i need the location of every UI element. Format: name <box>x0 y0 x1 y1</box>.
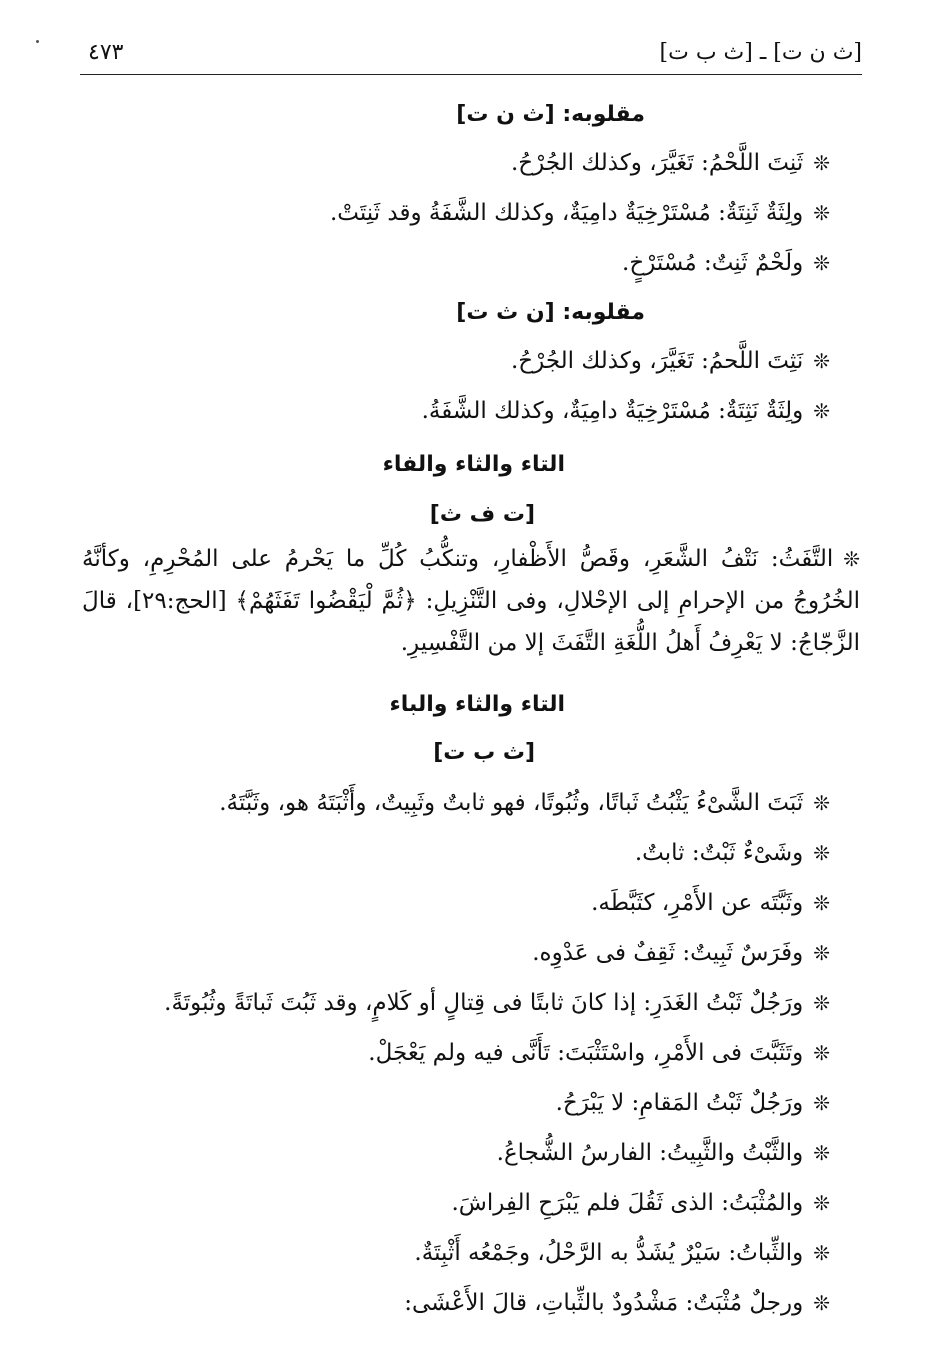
entry-text: ورجلٌ مُثْبَتٌ: مَشْدُودٌ بالثِّباتِ، قالَ الأَعْشَى: <box>404 1290 804 1316</box>
entry <box>511 148 830 178</box>
bullet: ❊ <box>813 251 830 275</box>
entry <box>497 1138 830 1168</box>
entry-text: ورَجُلٌ ثَبْتُ المَقامِ: لا يَبْرَحُ. <box>555 1090 804 1116</box>
entry-paragraph <box>82 538 860 664</box>
entry <box>164 988 830 1018</box>
root-heading: [ت ف ث] <box>429 502 535 527</box>
bullet: ❊ <box>813 1091 830 1115</box>
bullet: ❊ <box>813 151 830 175</box>
bullet: ❊ <box>813 891 830 915</box>
bullet: ❊ <box>813 1241 830 1265</box>
entry <box>532 938 830 968</box>
entry-text: وتَثَبَّتَ فى الأَمْرِ، واسْتَثْبَتَ: تَأَنَّى فيه ولم يَعْجَلْ. <box>368 1040 804 1066</box>
section-heading: مقلوبه: [ن ث ت] <box>456 300 645 325</box>
bullet: ❊ <box>813 941 830 965</box>
bullet: ❊ <box>813 201 830 225</box>
entry <box>622 248 830 278</box>
entry-text: نَثِتَ اللَّحمُ: تَغَيَّرَ، وكذلك الجُرْحُ. <box>510 348 804 374</box>
entry-text: ولَحْمٌ ثَنِتٌ: مُسْتَرْخٍ. <box>622 250 804 276</box>
root-heading: [ث ب ت] <box>433 740 535 765</box>
running-header <box>80 40 862 75</box>
entry-text: والثِّباتُ: سَيْرٌ يُشَدُّ به الرَّحْلُ، وجَمْعُه أَثْبِتَةٌ. <box>414 1240 804 1266</box>
entry <box>591 888 830 918</box>
entry <box>219 788 830 818</box>
bullet: ❊ <box>813 791 830 815</box>
bullet: ❊ <box>813 841 830 865</box>
section-heading: مقلوبه: [ث ن ت] <box>456 102 645 127</box>
entry-text: ولِثَةٌ نَثِتَةٌ: مُسْتَرْخِيَةٌ دامِيَةٌ، وكذلك الشَّفَةُ. <box>421 398 804 424</box>
entry-text: وفَرَسٌ ثَبِيتٌ: ثَقِفٌ فى عَدْوِه. <box>532 940 804 966</box>
bullet: ❊ <box>813 991 830 1015</box>
bullet: ❊ <box>813 1141 830 1165</box>
entry-text: ثَبَتَ الشَّىْءُ يَثْبُتُ ثَباتًا، وثُبُوتًا، فهو ثابتٌ وثَبِيتٌ، وأَثْبَتَهُ هو، وثَبَّتَهُ. <box>219 790 804 816</box>
entry <box>414 1238 830 1268</box>
bullet: ❊ <box>813 399 830 423</box>
entry <box>368 1038 830 1068</box>
entry-text: وثَبَّتَه عن الأَمْرِ، كثَبَّطَه. <box>591 890 804 916</box>
entry-text: والمُثْبَتُ: الذى ثَقُلَ فلم يَبْرَحِ الفِراشَ. <box>451 1190 804 1216</box>
entry-text: وشَىْءٌ ثَبْتٌ: ثابتٌ. <box>634 840 804 866</box>
entry-text: التَّفَثُ: نَتْفُ الشَّعَرِ، وقَصُّ الأَظْفارِ، وتنكُّبُ كُلِّ ما يَحْرمُ على المُحْرِمِ، وكأنَّهُ الخُرُوجُ من الإحرامِ إلى الإحْلالِ، وفى التَّنْزِيلِ: ﴿ثُمَّ لْيَقْضُوا تَفَثَهُمْ﴾ [الحج:٢٩]، قالَ الزَّجّاجُ: لا يَعْرِفُ أَهلُ اللُّغَةِ التَّفَثَ إلا من التَّفْسِيرِ. <box>82 546 860 656</box>
bullet: ❊ <box>813 1291 830 1315</box>
page-number: ٤٧٣ <box>88 40 124 65</box>
entry <box>451 1188 830 1218</box>
entry-text: ثَنِتَ اللَّحْمُ: تَغَيَّرَ، وكذلك الجُرْحُ. <box>510 150 804 176</box>
running-title: [ث ن ت] ـ [ث ب ت] <box>659 40 862 65</box>
entry <box>556 1088 830 1118</box>
bullet: ❊ <box>843 547 860 571</box>
scan-speck <box>36 40 39 43</box>
bullet: ❊ <box>813 349 830 373</box>
bullet: ❊ <box>813 1041 830 1065</box>
entry <box>404 1288 830 1318</box>
entry <box>422 396 830 426</box>
entry-text: ورَجُلٌ ثَبْتُ الغَدَرِ: إذا كانَ ثابتًا فى قِتالٍ أو كَلامٍ، وقد ثَبُتَ ثَباتَةً وثُبُوتَةً. <box>164 990 804 1016</box>
entry <box>511 346 830 376</box>
entry <box>635 838 830 868</box>
chapter-title: التاء والثاء والباء <box>389 692 565 717</box>
entry <box>330 198 830 228</box>
bullet: ❊ <box>813 1191 830 1215</box>
entry-text: والثَّبْتُ والثَّبِيتُ: الفارسُ الشُّجاعُ. <box>496 1140 804 1166</box>
chapter-title: التاء والثاء والفاء <box>382 452 565 477</box>
entry-text: ولِثَةٌ ثَنِتَةٌ: مُسْتَرْخِيَةٌ دامِيَةٌ، وكذلك الشَّفَةُ وقد ثَنِتَتْ. <box>329 200 804 226</box>
